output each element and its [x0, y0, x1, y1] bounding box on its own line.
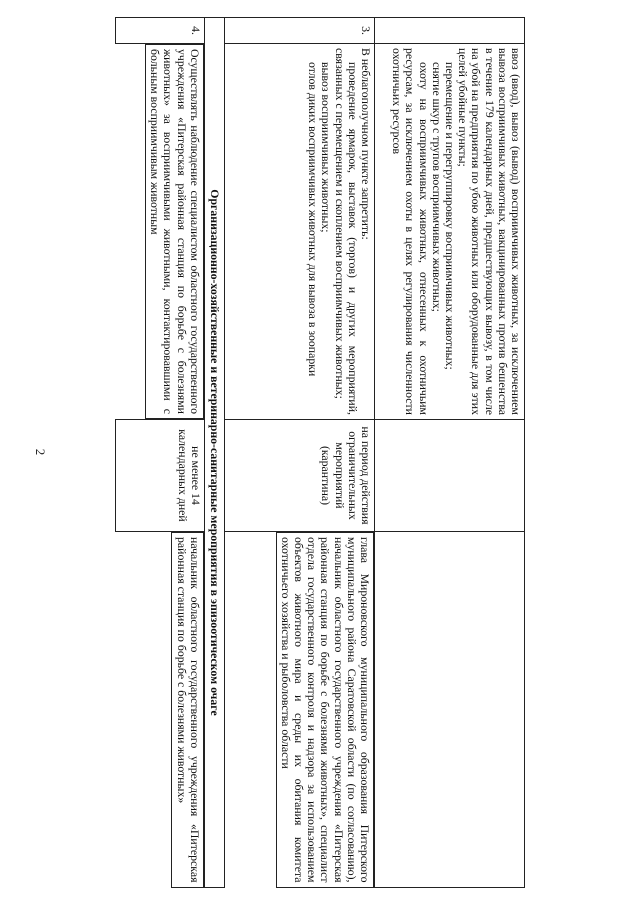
responsible-cell: начальник областного государственного учреждения «Питерская районная станция по борьбе с болезнями животных»	[171, 532, 203, 888]
measure-cell	[375, 44, 525, 420]
term-cell	[375, 420, 525, 532]
measures-table	[115, 17, 525, 888]
row-number: 4.	[116, 18, 205, 44]
measure-paragraph: охоту на восприимчивых животных, отнесенных к охотничьим ресурсам, за исключением охоты в целях регулирования численности охотничьих ресурсов	[390, 48, 431, 415]
measure-paragraph: ввоз (ввод), вывоз (вывод) восприимчивых животных, за исключением вывоза восприимчивых животных, вакцинированных против бешенства в течение 179 календарных дней, предшествующих вывозу, в том числе на убой на предприятия по убою животных или оборудованные для этих целей убойные пункты;	[456, 48, 523, 415]
measure-paragraph: вывоз восприимчивых животных;	[319, 62, 334, 233]
table-row	[225, 18, 375, 888]
term-cell: на период действия ограничительных мероприятий (карантина)	[225, 420, 375, 532]
measure-cell	[225, 44, 375, 420]
responsible-cell	[375, 532, 525, 888]
measure-paragraph: проведение ярмарок, выставок (торгов) и других мероприятий, связанных с перемещением и скоплением восприимчивых животных;	[332, 48, 360, 415]
measure-paragraph: В неблагополучном пункте запретить:	[359, 48, 373, 240]
table-row	[375, 18, 525, 888]
table-row	[116, 18, 205, 888]
responsible-cell: глава Мироновского муниципального образования Питерского муниципального района Саратовской области (по согласованию), начальник областного государственного учреждения «Питерская районная станция по борьбе с болезнями животных», специалист отдела государственного контроля и надзора за использованием объектов животного мира и среды их обитания комитета охотничьего хозяйства и рыболовства области	[276, 532, 374, 888]
measure-paragraph: отлов диких восприимчивых животных для вывоза в зоопарки	[306, 62, 321, 377]
measure-cell: Осуществлять наблюдение специалистом областного государственного учреждения «Питерская районная станция по борьбе с болезнями животных» за восприимчивыми животными, контактировавшими с больным восприимчивым животным	[145, 44, 204, 419]
rotated-page	[115, 17, 525, 887]
section-heading: Организационно-хозяйственные и ветеринарно-санитарные мероприятия в эпизоотическом очаге	[204, 18, 224, 888]
measure-paragraph: перемещение и перегруппировку восприимчивых животных;	[442, 62, 457, 370]
row-number	[375, 18, 525, 44]
section-row	[204, 18, 224, 888]
page-number: 2	[33, 448, 48, 456]
term-cell: не менее 14 календарных дней	[116, 420, 205, 532]
row-number: 3.	[225, 18, 375, 44]
measure-paragraph: снятие шкур с трупов восприимчивых животных;	[429, 62, 444, 312]
